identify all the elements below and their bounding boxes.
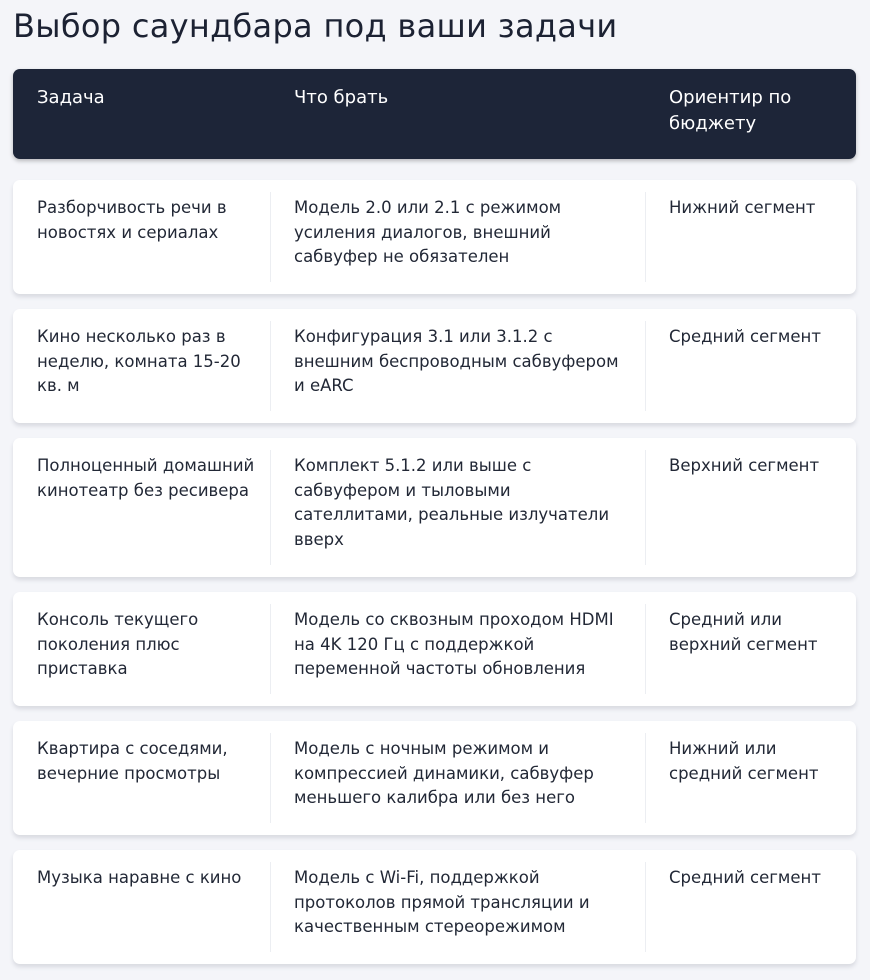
cell-what-to-buy: Модель 2.0 или 2.1 с режимом усиления диалогов, внешний сабвуфер не обязателен [294, 198, 562, 267]
column-divider [645, 321, 646, 411]
page-title: Выбор саундбара под ваши задачи [13, 7, 618, 45]
header-task: Задача [37, 87, 105, 108]
cell-what-to-buy: Модель с ночным режимом и компрессией динамики, сабвуфер меньшего калибра или без него [294, 739, 594, 808]
column-divider [270, 321, 271, 411]
table-row [13, 850, 856, 964]
cell-what-to-buy: Комплект 5.1.2 или выше с сабвуфером и тыловыми сателлитами, реальные излучатели вверх [294, 456, 610, 549]
column-divider [270, 733, 271, 823]
cell-task: Музыка наравне с кино [37, 868, 242, 887]
table-header [13, 69, 856, 159]
column-divider [270, 450, 271, 565]
cell-budget: Верхний сегмент [669, 456, 820, 475]
column-divider [645, 733, 646, 823]
header-budget: Ориентир по бюджету [669, 87, 792, 134]
cell-budget: Нижний сегмент [669, 198, 816, 217]
cell-what-to-buy: Модель с Wi-Fi, поддержкой протоколов прямой трансляции и качественным стереорежимом [294, 868, 590, 937]
cell-budget: Средний или верхний сегмент [669, 610, 818, 654]
cell-budget: Нижний или средний сегмент [669, 739, 819, 783]
column-divider [645, 450, 646, 565]
column-divider [270, 862, 271, 952]
table-row [13, 309, 856, 423]
column-divider [270, 192, 271, 282]
cell-task: Консоль текущего поколения плюс приставка [37, 610, 199, 679]
column-divider [645, 192, 646, 282]
table-row [13, 721, 856, 835]
cell-task: Разборчивость речи в новостях и сериалах [37, 198, 227, 242]
table-row [13, 592, 856, 706]
cell-task: Кино несколько раз в неделю, комната 15-20 кв. м [37, 327, 241, 396]
table-row [13, 438, 856, 577]
cell-task: Квартира с соседями, вечерние просмотры [37, 739, 228, 783]
cell-budget: Средний сегмент [669, 327, 821, 346]
column-divider [645, 862, 646, 952]
column-divider [645, 604, 646, 694]
cell-what-to-buy: Конфигурация 3.1 или 3.1.2 с внешним беспроводным сабвуфером и eARC [294, 327, 619, 396]
table-row [13, 180, 856, 294]
cell-budget: Средний сегмент [669, 868, 821, 887]
cell-task: Полноценный домашний кинотеатр без ресивера [37, 456, 255, 500]
cell-what-to-buy: Модель со сквозным проходом HDMI на 4K 120 Гц с поддержкой переменной частоты обновления [294, 610, 614, 679]
column-divider [270, 604, 271, 694]
header-what-to-buy: Что брать [294, 87, 389, 108]
